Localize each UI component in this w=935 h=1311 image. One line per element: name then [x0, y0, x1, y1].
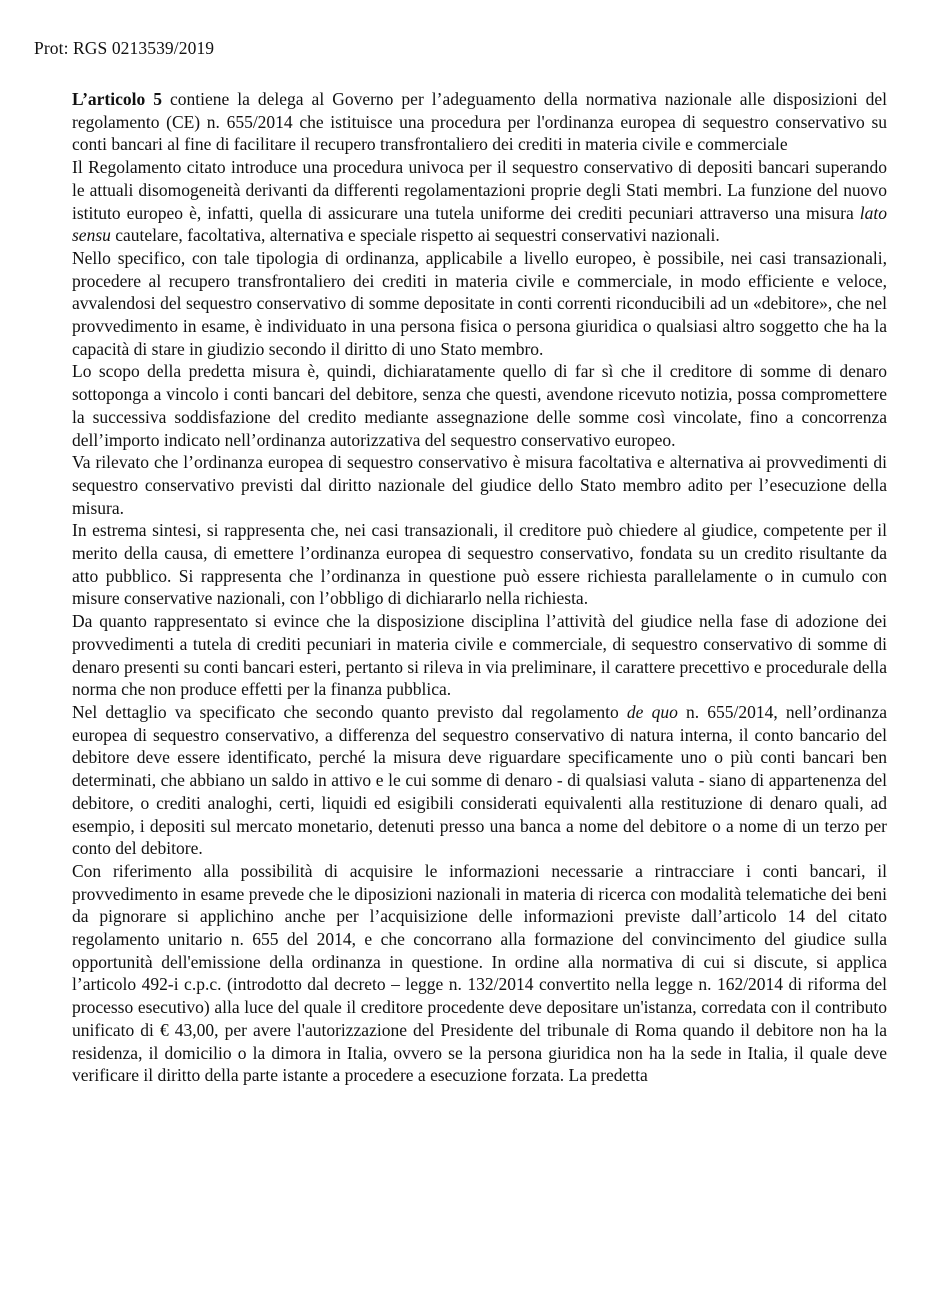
- paragraph-text: cautelare, facoltativa, alternativa e speciale rispetto ai sequestri conservativi nazionali.: [110, 225, 720, 246]
- paragraph-rilievo: Va rilevato che l’ordinanza europea di sequestro conservativo è misura facoltativa e alternativa ai provvedimenti di sequestro conservativo previsti dal diritto nazionale del giudice dello Stato membro adito per l’esecuzione della misura.: [72, 452, 887, 518]
- paragraph-riferimento: Con riferimento alla possibilità di acquisire le informazioni necessarie a rintracciare i conti bancari, il provvedimento in esame prevede che le diposizioni nazionali in materia di ricerca con modalità telematiche dei beni da pignorare si applichino anche per l’acquisizione delle informazioni previste dall’articolo 14 del citato regolamento unitario n. 655 del 2014, e che concorrano alla formazione del convincimento del giudice sulla opportunità dell'emissione della ordinanza in questione. In ordine alla normativa di cui si discute, si applica l’articolo 492-i c.p.c. (introdotto dal decreto – legge n. 132/2014 convertito nella legge n. 162/2014 di riforma del processo esecutivo) alla luce del quale il creditore procedente deve depositare un'istanza, corredata con il contributo unificato di € 43,00, per avere l'autorizzazione del Presidente del tribunale di Roma quando il debitore non ha la residenza, il domicilio o la dimora in Italia, ovvero se la persona giuridica non ha la sede in Italia, il quale deve verificare il diritto della parte istante a procedere a esecuzione forzata. La predetta: [72, 860, 887, 1086]
- protocol-number: Prot: RGS 0213539/2019: [34, 38, 215, 58]
- paragraph-specifico: Nello specifico, con tale tipologia di ordinanza, applicabile a livello europeo, è possibile, nei casi transazionali, procedere al recupero transfrontaliero dei crediti in materia civile e commerciale, in modo efficiente e veloce, avvalendosi del sequestro conservativo di somme depositate in conti correnti riconducibili ad un «debitore», che nel provvedimento in esame, è individuato in una persona fisica o persona giuridica o qualsiasi altro soggetto che ha la capacità di stare in giudizio secondo il diritto di uno Stato membro.: [72, 247, 887, 359]
- paragraph-text: n. 655/2014, nell’ordinanza europea di sequestro conservativo, a differenza del sequestro conservativo di natura interna, il conto bancario del debitore deve essere identificato, perché la misura deve riguardare specificamente uno o più conti bancari ben determinati, che abbiano un saldo in attivo e le cui somme di denaro - di qualsiasi valuta - siano di appartenenza del debitore, o crediti analoghi, certi, liquidi ed esigibili considerati equivalenti alla restituzione di denaro quali, ad esempio, i depositi sul mercato monetario, detenuti presso una banca a nome del debitore o a nome di un terzo per conto del debitore.: [72, 701, 887, 859]
- paragraph-evince: Da quanto rappresentato si evince che la disposizione disciplina l’attività del giudice nella fase di adozione dei provvedimenti a tutela di crediti pecuniari in materia civile e commerciale, di sequestro conservativo di somme di denaro presenti su conti bancari esteri, pertanto si rileva in via preliminare, il carattere precettivo e procedurale della norma che non produce effetti per la finanza pubblica.: [72, 611, 887, 700]
- paragraph-dettaglio: [72, 701, 887, 860]
- paragraph-text: Il Regolamento citato introduce una procedura univoca per il sequestro conservativo di depositi bancari superando le attuali disomogeneità derivanti da differenti regolamentazioni proprie degli Stati membri. La funzione del nuovo istituto europeo è, infatti, quella di assicurare una tutela uniforme dei crediti pecuniari attraverso una misura: [72, 157, 887, 223]
- paragraph-text: Nel dettaglio va specificato che secondo quanto previsto dal regolamento: [72, 701, 627, 722]
- paragraph-sintesi: In estrema sintesi, si rappresenta che, nei casi transazionali, il creditore può chiedere al giudice, competente per il merito della causa, di emettere l’ordinanza europea di sequestro conservativo, fondata su un credito risultante da atto pubblico. Si rappresenta che l’ordinanza in questione può essere richiesta parallelamente o in cumulo con misure conservative nazionali, con l’obbligo di dichiararlo nella richiesta.: [72, 520, 887, 609]
- article-heading: L’articolo 5: [72, 89, 162, 109]
- italic-term: de quo: [626, 701, 678, 722]
- paragraph-regolamento: [72, 156, 887, 247]
- paragraph-text: contiene la delega al Governo per l’adeguamento della normativa nazionale alle disposizioni del regolamento (CE) n. 655/2014 che istituisce una procedura per l'ordinanza europea di sequestro conservativo su conti bancari al fine di facilitare il recupero transfrontaliero dei crediti in materia civile e commerciale: [72, 89, 887, 155]
- document-body: [72, 88, 887, 1087]
- paragraph-scopo: Lo scopo della predetta misura è, quindi, dichiaratamente quello di far sì che il creditore di somme di denaro sottoponga a vincolo i conti bancari del debitore, senza che questi, avendone ricevuto notizia, possa compromettere la successiva soddisfazione del credito mediante assegnazione delle somme così vincolate, fino a concorrenza dell’importo indicato nell’ordinanza autorizzativa del sequestro conservativo europeo.: [72, 361, 887, 450]
- paragraph-article-5: [72, 88, 887, 156]
- italic-term: lato sensu: [72, 202, 887, 246]
